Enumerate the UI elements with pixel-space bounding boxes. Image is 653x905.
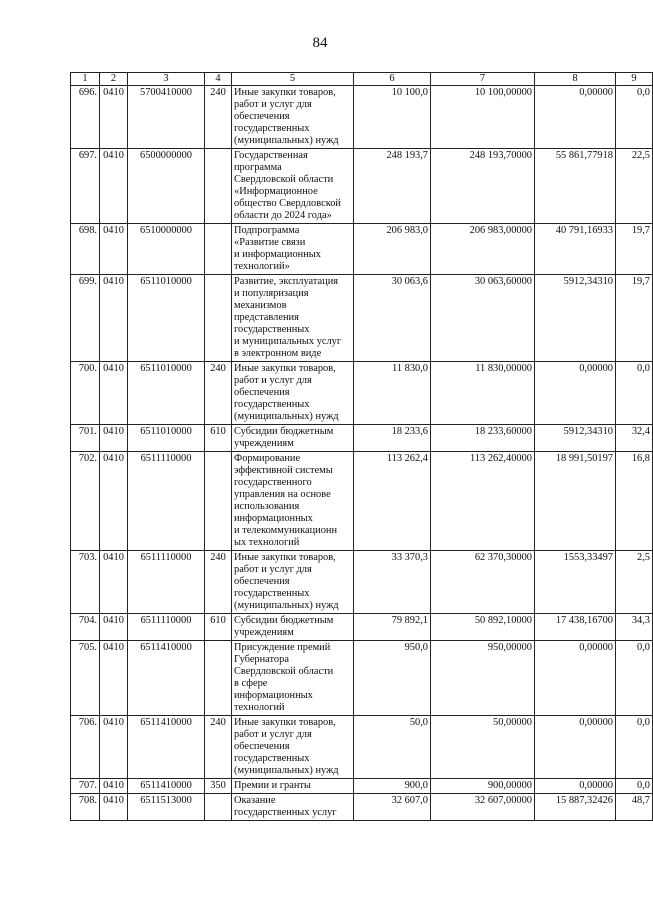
item-name [232, 551, 354, 614]
table-row [71, 362, 653, 425]
item-name [232, 275, 354, 362]
target-article-code: 6511010000 [128, 425, 205, 452]
item-name [232, 425, 354, 452]
item-name-line: (муниципальных) нужд [234, 411, 339, 422]
plan-amount: 50,0 [354, 716, 431, 779]
item-name [232, 86, 354, 149]
item-name-line: Оказание [234, 795, 276, 806]
item-name [232, 362, 354, 425]
header-col-6: 6 [354, 73, 431, 86]
item-name [232, 452, 354, 551]
budget-table [70, 72, 653, 821]
header-col-9: 9 [616, 73, 653, 86]
table-row [71, 452, 653, 551]
plan-amount: 32 607,0 [354, 794, 431, 821]
executed-amount: 0,00000 [535, 716, 616, 779]
expense-type-code: 350 [205, 779, 232, 794]
approved-amount: 32 607,00000 [431, 794, 535, 821]
execution-percent: 34,3 [616, 614, 653, 641]
item-name [232, 149, 354, 224]
item-name-line: Формирование [234, 453, 301, 464]
table-row [71, 149, 653, 224]
target-article-code: 5700410000 [128, 86, 205, 149]
expense-type-code: 240 [205, 551, 232, 614]
approved-amount: 113 262,40000 [431, 452, 535, 551]
execution-percent: 2,5 [616, 551, 653, 614]
section-code: 0410 [100, 86, 128, 149]
section-code: 0410 [100, 149, 128, 224]
item-name-line: Иные закупки товаров, [234, 363, 336, 374]
approved-amount: 950,00000 [431, 641, 535, 716]
item-name-line: использования [234, 501, 300, 512]
target-article-code: 6511410000 [128, 716, 205, 779]
item-name-line: государственных [234, 123, 310, 134]
item-name-line: Иные закупки товаров, [234, 717, 336, 728]
table-row [71, 716, 653, 779]
approved-amount: 11 830,00000 [431, 362, 535, 425]
expense-type-code: 240 [205, 362, 232, 425]
execution-percent: 16,8 [616, 452, 653, 551]
item-name-line: «Информационное [234, 186, 318, 197]
item-name-line: «Развитие связи [234, 237, 306, 248]
execution-percent: 19,7 [616, 224, 653, 275]
item-name-line: представления [234, 312, 299, 323]
approved-amount: 900,00000 [431, 779, 535, 794]
row-number: 704. [71, 614, 100, 641]
row-number: 707. [71, 779, 100, 794]
expense-type-code [205, 224, 232, 275]
plan-amount: 900,0 [354, 779, 431, 794]
approved-amount: 10 100,00000 [431, 86, 535, 149]
item-name-line: информационных [234, 513, 313, 524]
executed-amount: 0,00000 [535, 779, 616, 794]
approved-amount: 206 983,00000 [431, 224, 535, 275]
expense-type-code [205, 149, 232, 224]
item-name-line: Свердловской области [234, 174, 334, 185]
plan-amount: 950,0 [354, 641, 431, 716]
table-row [71, 794, 653, 821]
item-name-line: обеспечения [234, 576, 290, 587]
item-name-line: Губернатора [234, 654, 289, 665]
item-name [232, 779, 354, 794]
executed-amount: 55 861,77918 [535, 149, 616, 224]
approved-amount: 30 063,60000 [431, 275, 535, 362]
table-row [71, 275, 653, 362]
item-name-line: Иные закупки товаров, [234, 87, 336, 98]
plan-amount: 248 193,7 [354, 149, 431, 224]
table-header [71, 73, 653, 86]
row-number: 697. [71, 149, 100, 224]
executed-amount: 5912,34310 [535, 425, 616, 452]
item-name-line: государственных [234, 753, 310, 764]
row-number: 700. [71, 362, 100, 425]
item-name-line: Субсидии бюджетным [234, 615, 334, 626]
execution-percent: 0,0 [616, 779, 653, 794]
item-name [232, 224, 354, 275]
plan-amount: 11 830,0 [354, 362, 431, 425]
executed-amount: 5912,34310 [535, 275, 616, 362]
section-code: 0410 [100, 716, 128, 779]
execution-percent: 32,4 [616, 425, 653, 452]
expense-type-code: 610 [205, 614, 232, 641]
execution-percent: 0,0 [616, 86, 653, 149]
executed-amount: 40 791,16933 [535, 224, 616, 275]
row-number: 698. [71, 224, 100, 275]
executed-amount: 1553,33497 [535, 551, 616, 614]
item-name-line: учреждениям [234, 627, 294, 638]
table-row [71, 641, 653, 716]
plan-amount: 79 892,1 [354, 614, 431, 641]
target-article-code: 6511110000 [128, 551, 205, 614]
item-name-line: и популяризация [234, 288, 309, 299]
item-name-line: Развитие, эксплуатация [234, 276, 339, 287]
item-name-line: в сфере [234, 678, 268, 689]
item-name-line: Иные закупки товаров, [234, 552, 336, 563]
table-row [71, 551, 653, 614]
table-row [71, 86, 653, 149]
header-col-8: 8 [535, 73, 616, 86]
item-name-line: Присуждение премий [234, 642, 331, 653]
item-name [232, 614, 354, 641]
expense-type-code [205, 794, 232, 821]
item-name-line: Субсидии бюджетным [234, 426, 334, 437]
item-name-line: (муниципальных) нужд [234, 135, 339, 146]
executed-amount: 17 438,16700 [535, 614, 616, 641]
header-col-5: 5 [232, 73, 354, 86]
item-name-line: технологий» [234, 261, 290, 272]
item-name [232, 716, 354, 779]
table-row [71, 779, 653, 794]
item-name [232, 794, 354, 821]
section-code: 0410 [100, 641, 128, 716]
target-article-code: 6511110000 [128, 452, 205, 551]
plan-amount: 18 233,6 [354, 425, 431, 452]
item-name-line: и муниципальных услуг [234, 336, 342, 347]
item-name-line: области до 2024 года» [234, 210, 332, 221]
expense-type-code [205, 275, 232, 362]
table-row [71, 614, 653, 641]
header-col-7: 7 [431, 73, 535, 86]
item-name-line: общество Свердловской [234, 198, 341, 209]
execution-percent: 19,7 [616, 275, 653, 362]
item-name-line: и информационных [234, 249, 321, 260]
header-row [71, 73, 653, 86]
section-code: 0410 [100, 551, 128, 614]
approved-amount: 50 892,10000 [431, 614, 535, 641]
item-name-line: работ и услуг для [234, 564, 312, 575]
row-number: 705. [71, 641, 100, 716]
item-name-line: обеспечения [234, 741, 290, 752]
item-name-line: эффективной системы [234, 465, 333, 476]
plan-amount: 10 100,0 [354, 86, 431, 149]
target-article-code: 6510000000 [128, 224, 205, 275]
item-name-line: технологий [234, 702, 285, 713]
item-name-line: обеспечения [234, 387, 290, 398]
target-article-code: 6511513000 [128, 794, 205, 821]
expense-type-code: 240 [205, 86, 232, 149]
executed-amount: 0,00000 [535, 362, 616, 425]
target-article-code: 6500000000 [128, 149, 205, 224]
executed-amount: 0,00000 [535, 86, 616, 149]
row-number: 708. [71, 794, 100, 821]
approved-amount: 50,00000 [431, 716, 535, 779]
header-col-4: 4 [205, 73, 232, 86]
execution-percent: 0,0 [616, 362, 653, 425]
item-name-line: обеспечения [234, 111, 290, 122]
target-article-code: 6511410000 [128, 641, 205, 716]
item-name-line: работ и услуг для [234, 729, 312, 740]
section-code: 0410 [100, 452, 128, 551]
plan-amount: 33 370,3 [354, 551, 431, 614]
item-name-line: информационных [234, 690, 313, 701]
item-name-line: работ и услуг для [234, 99, 312, 110]
section-code: 0410 [100, 779, 128, 794]
item-name-line: государственных [234, 324, 310, 335]
expense-type-code: 610 [205, 425, 232, 452]
page-number: 84 [312, 35, 328, 51]
table-body [71, 86, 653, 821]
section-code: 0410 [100, 425, 128, 452]
executed-amount: 18 991,50197 [535, 452, 616, 551]
section-code: 0410 [100, 362, 128, 425]
execution-percent: 48,7 [616, 794, 653, 821]
approved-amount: 62 370,30000 [431, 551, 535, 614]
execution-percent: 0,0 [616, 641, 653, 716]
plan-amount: 113 262,4 [354, 452, 431, 551]
item-name [232, 641, 354, 716]
target-article-code: 6511410000 [128, 779, 205, 794]
item-name-line: Премии и гранты [234, 780, 311, 791]
item-name-line: (муниципальных) нужд [234, 765, 339, 776]
expense-type-code [205, 452, 232, 551]
item-name-line: государственных [234, 588, 310, 599]
execution-percent: 22,5 [616, 149, 653, 224]
item-name-line: программа [234, 162, 282, 173]
section-code: 0410 [100, 614, 128, 641]
row-number: 702. [71, 452, 100, 551]
target-article-code: 6511010000 [128, 362, 205, 425]
item-name-line: механизмов [234, 300, 287, 311]
item-name-line: ых технологий [234, 537, 300, 548]
header-col-1: 1 [71, 73, 100, 86]
row-number: 696. [71, 86, 100, 149]
item-name-line: Государственная [234, 150, 308, 161]
item-name-line: государственных услуг [234, 807, 337, 818]
header-col-3: 3 [128, 73, 205, 86]
item-name-line: Свердловской области [234, 666, 334, 677]
row-number: 699. [71, 275, 100, 362]
executed-amount: 0,00000 [535, 641, 616, 716]
section-code: 0410 [100, 275, 128, 362]
section-code: 0410 [100, 224, 128, 275]
header-col-2: 2 [100, 73, 128, 86]
approved-amount: 18 233,60000 [431, 425, 535, 452]
section-code: 0410 [100, 794, 128, 821]
plan-amount: 206 983,0 [354, 224, 431, 275]
target-article-code: 6511110000 [128, 614, 205, 641]
item-name-line: управления на основе [234, 489, 331, 500]
target-article-code: 6511010000 [128, 275, 205, 362]
approved-amount: 248 193,70000 [431, 149, 535, 224]
plan-amount: 30 063,6 [354, 275, 431, 362]
item-name-line: Подпрограмма [234, 225, 300, 236]
execution-percent: 0,0 [616, 716, 653, 779]
executed-amount: 15 887,32426 [535, 794, 616, 821]
row-number: 701. [71, 425, 100, 452]
item-name-line: государственного [234, 477, 312, 488]
row-number: 703. [71, 551, 100, 614]
table-row [71, 224, 653, 275]
item-name-line: и телекоммуникационн [234, 525, 338, 536]
item-name-line: (муниципальных) нужд [234, 600, 339, 611]
item-name-line: государственных [234, 399, 310, 410]
expense-type-code [205, 641, 232, 716]
table-row [71, 425, 653, 452]
item-name-line: работ и услуг для [234, 375, 312, 386]
expense-type-code: 240 [205, 716, 232, 779]
row-number: 706. [71, 716, 100, 779]
item-name-line: учреждениям [234, 438, 294, 449]
item-name-line: в электронном виде [234, 348, 322, 359]
